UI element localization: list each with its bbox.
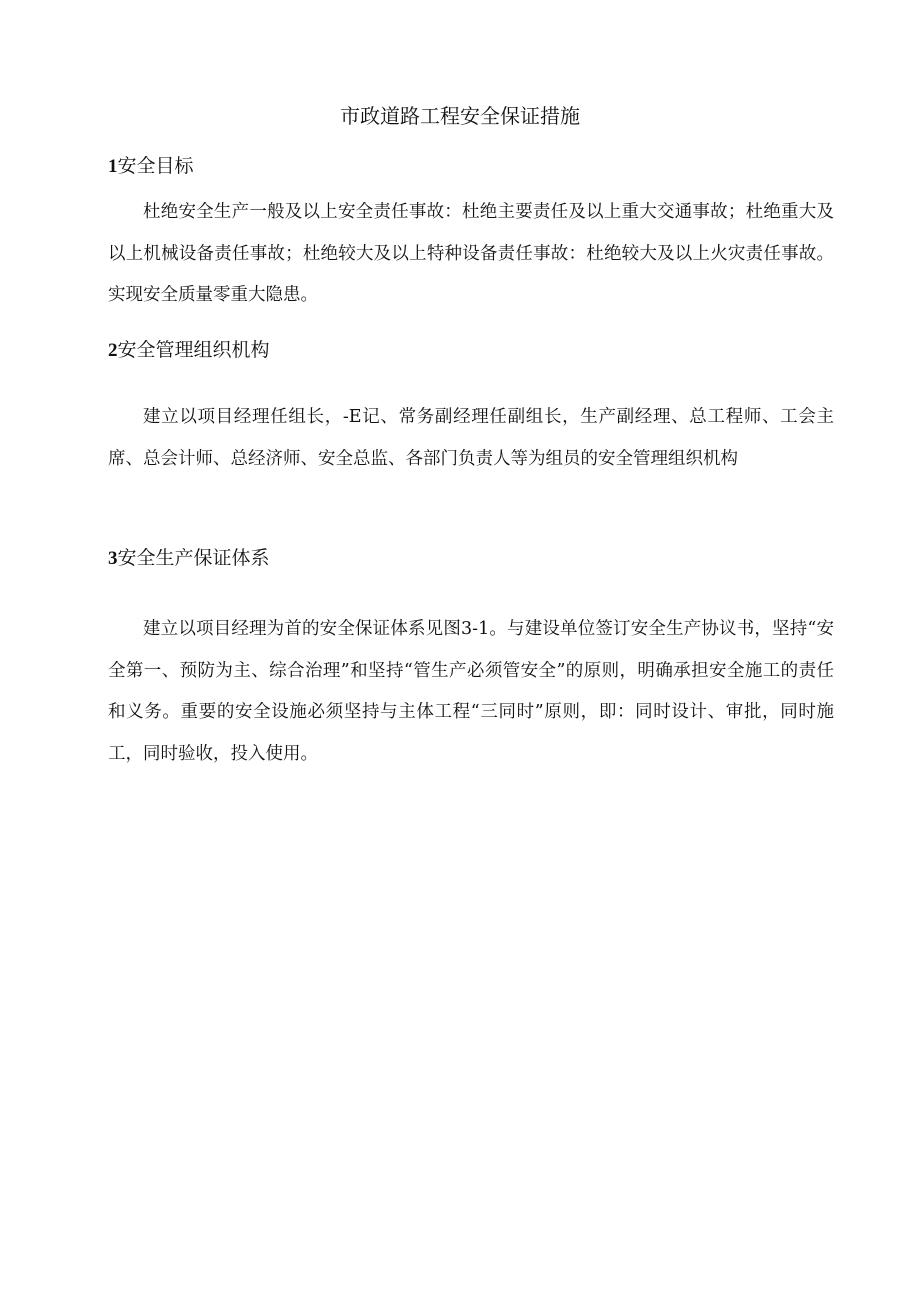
section-2-heading (108, 336, 270, 365)
section-1-number: 1 (108, 156, 118, 177)
section-1-heading (108, 152, 194, 181)
section-1-body: 杜绝安全生产一般及以上安全责任事故：杜绝主要责任及以上重大交通事故；杜绝重大及以上机械设备责任事故；杜绝较大及以上特种设备责任事故：杜绝较大及以上火灾责任事故。实现安全质量零重大隐患。 (108, 202, 834, 305)
document-title: 市政道路工程安全保证措施 (340, 104, 580, 128)
section-3-heading (108, 544, 270, 573)
section-2-number: 2 (108, 340, 118, 361)
section-3-number: 3 (108, 548, 118, 569)
section-2-body: 建立以项目经理任组长，-E记、常务副经理任副组长，生产副经理、总工程师、工会主席、总会计师、总经济师、安全总监、各部门负责人等为组员的安全管理组织机构 (108, 407, 834, 469)
section-3-title: 安全生产保证体系 (117, 547, 270, 569)
section-3-body: 建立以项目经理为首的安全保证体系见图3-1。与建设单位签订安全生产协议书，坚持“安全第一、预防为主、综合治理”和坚持“管生产必须管安全”的原则，明确承担安全施工的责任和义务。重要的安全设施必须坚持与主体工程“三同时”原则，即：同时设计、审批，同时施工，同时验收，投入使用。 (108, 619, 834, 764)
section-2-title: 安全管理组织机构 (117, 339, 270, 361)
section-1-title: 安全目标 (117, 155, 194, 177)
